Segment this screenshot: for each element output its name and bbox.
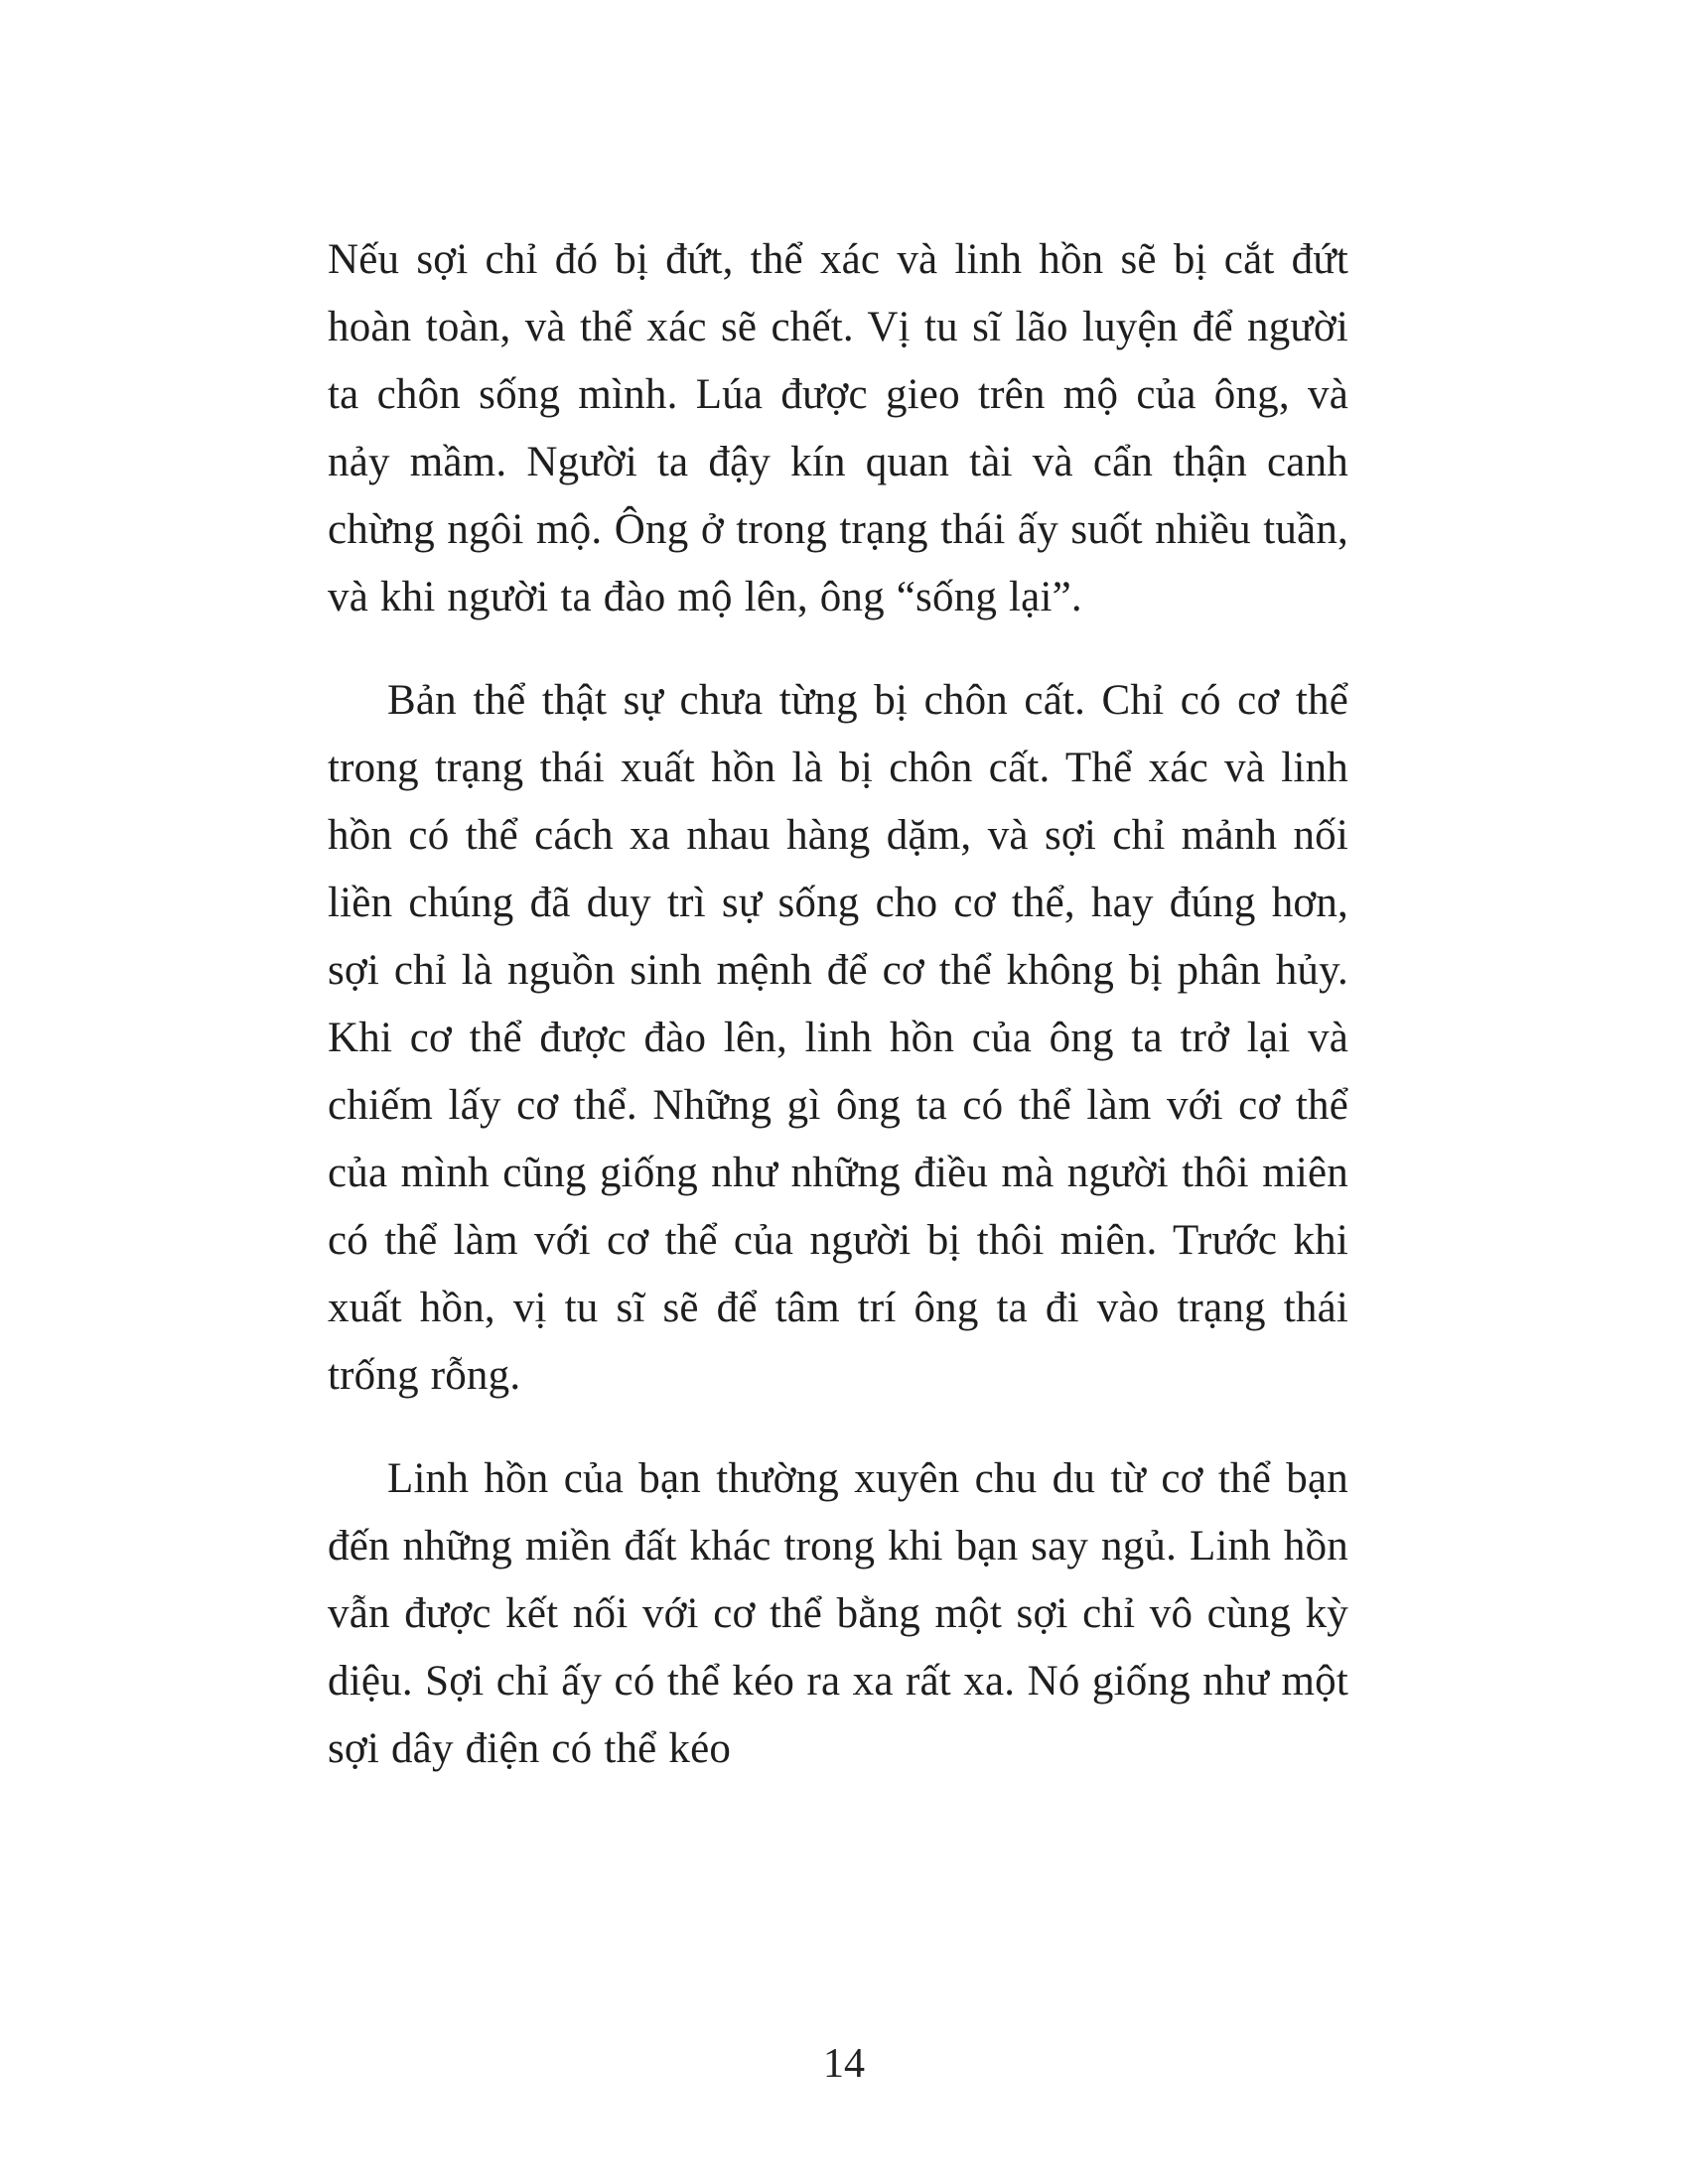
page-number: 14 <box>823 2041 865 2087</box>
paragraph-3: Linh hồn của bạn thường xuyên chu du từ cơ thể bạn đến những miền đất khác trong khi bạn say ngủ. Linh hồn vẫn được kết nối với cơ thể bằng một sợi chỉ vô cùng kỳ diệu. Sợi chỉ ấy có thể kéo ra xa rất xa. Nó giống như một sợi dây điện có thể kéo <box>328 1455 1348 1772</box>
paragraph-2: Bản thể thật sự chưa từng bị chôn cất. Chỉ có cơ thể trong trạng thái xuất hồn là bị chôn cất. Thể xác và linh hồn có thể cách xa nhau hàng dặm, và sợi chỉ mảnh nối liền chúng đã duy trì sự sống cho cơ thể, hay đúng hơn, sợi chỉ là nguồn sinh mệnh để cơ thể không bị phân hủy. Khi cơ thể được đào lên, linh hồn của ông ta trở lại và chiếm lấy cơ thể. Những gì ông ta có thể làm với cơ thể của mình cũng giống như những điều mà người thôi miên có thể làm với cơ thể của người bị thôi miên. Trước khi xuất hồn, vị tu sĩ sẽ để tâm trí ông ta đi vào trạng thái trống rỗng. <box>328 677 1348 1399</box>
paragraph-1: Nếu sợi chỉ đó bị đứt, thể xác và linh hồn sẽ bị cắt đứt hoàn toàn, và thể xác sẽ chết. Vị tu sĩ lão luyện để người ta chôn sống mình. Lúa được gieo trên mộ của ông, và nảy mầm. Người ta đậy kín quan tài và cẩn thận canh chừng ngôi mộ. Ông ở trong trạng thái ấy suốt nhiều tuần, và khi người ta đào mộ lên, ông “sống lại”. <box>328 236 1348 620</box>
text-block <box>328 226 1348 1783</box>
